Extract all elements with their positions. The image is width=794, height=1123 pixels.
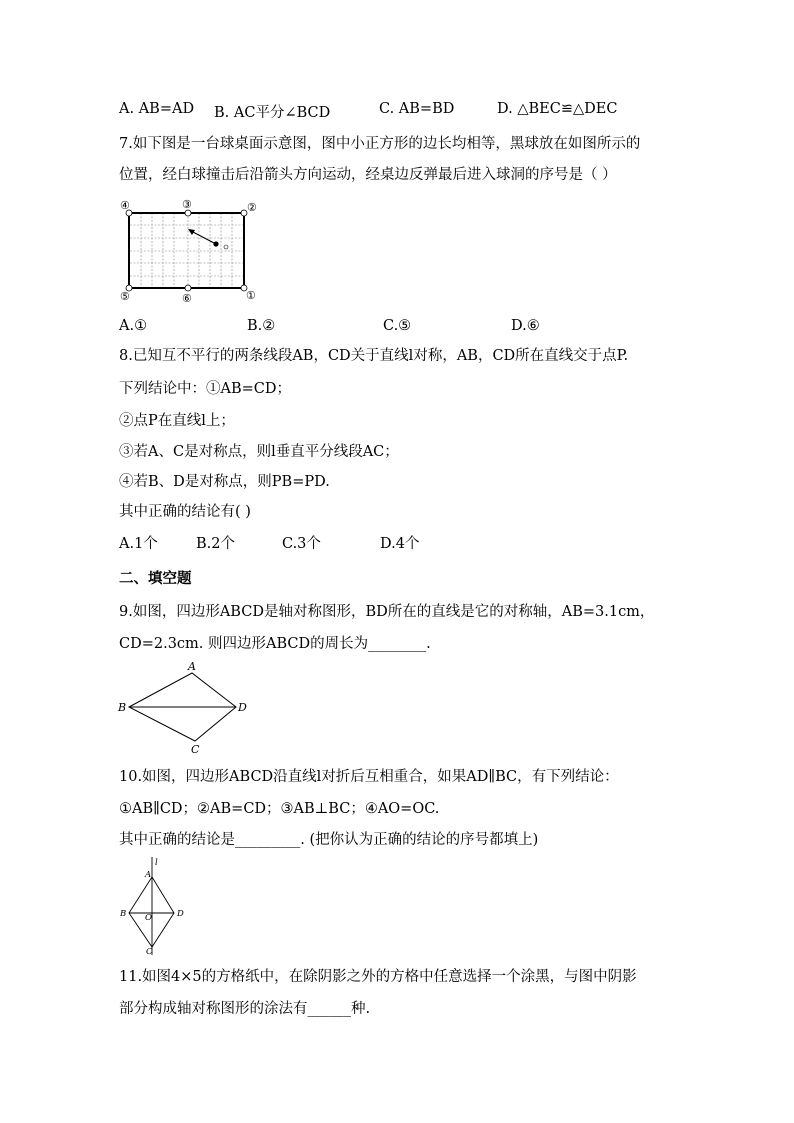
q8-text-line1: 8.已知互不平行的两条线段AB，CD关于直线l对称，AB，CD所在直线交于点P. [119, 348, 629, 364]
q6-option-d: D. △BEC≌△DEC [497, 101, 618, 117]
q8-text-line4: ③若A、C是对称点，则l垂直平分线段AC； [119, 444, 399, 460]
vertex-label-d: D [177, 909, 184, 919]
hole-label-4: ④ [120, 199, 130, 212]
vertex-label-d: D [238, 701, 247, 714]
q11-text-line1: 11.如图4×5的方格纸中，在除阴影之外的方格中任意选择一个涂黑，与图中阴影 [119, 969, 637, 985]
hole-label-1: ① [246, 289, 256, 302]
q7-text-line1: 7.如下图是一台球桌面示意图，图中小正方形的边长均相等，黑球放在如图所示的 [119, 136, 641, 152]
q8-text-line3: ②点P在直线l上； [119, 413, 235, 429]
q8-option-b: B.2个 [196, 536, 235, 552]
rhombus-fold-figure [115, 855, 195, 960]
q8-option-c: C.3个 [282, 536, 321, 552]
q9-text-line2: CD=2.3cm. 则四边形ABCD的周长为________. [119, 636, 431, 652]
q6-option-b: B. AC平分∠BCD [214, 105, 331, 121]
q11-text-line2: 部分构成轴对称图形的涂法有______种. [119, 1001, 371, 1017]
vertex-label-c: C [191, 743, 200, 756]
vertex-label-c: C [146, 947, 153, 957]
q9-text-line1: 9.如图，四边形ABCD是轴对称图形，BD所在的直线是它的对称轴，AB=3.1cm， [119, 604, 655, 620]
hole-label-5: ⑤ [120, 290, 130, 303]
q10-text-line2: ①AB∥CD；②AB=CD；③AB⊥BC；④AO=OC. [119, 801, 440, 817]
q6-option-c: C. AB=BD [379, 101, 455, 117]
q8-text-line6: 其中正确的结论有( ) [119, 504, 251, 520]
q8-text-line2: 下列结论中：①AB=CD； [119, 381, 291, 397]
q10-text-line3: 其中正确的结论是_________. (把你认为正确的结论的序号都填上) [119, 832, 539, 848]
vertex-label-b: B [118, 701, 127, 714]
hole-label-3: ③ [182, 198, 192, 211]
billiard-table-figure [118, 196, 268, 306]
q8-option-a: A.1个 [119, 536, 158, 552]
section-heading-fill-blank: 二、填空题 [119, 571, 192, 587]
q7-option-d: D.⑥ [511, 318, 540, 334]
hole-label-6: ⑥ [182, 292, 192, 305]
vertex-label-a: A [145, 870, 152, 880]
q7-option-a: A.① [119, 318, 148, 334]
q7-option-c: C.⑤ [383, 318, 412, 334]
vertex-label-b: B [120, 909, 127, 919]
q7-text-line2: 位置，经白球撞击后沿箭头方向运动，经桌边反弹最后进入球洞的序号是（ ） [119, 167, 617, 183]
vertex-label-a: A [188, 660, 196, 673]
q8-option-d: D.4个 [380, 536, 420, 552]
q10-text-line1: 10.如图，四边形ABCD沿直线l对折后互相重合，如果AD∥BC，有下列结论： [119, 769, 619, 785]
hole-label-2: ② [247, 201, 257, 214]
q7-option-b: B.② [247, 318, 276, 334]
quadrilateral-abcd-figure [115, 658, 255, 758]
center-label-o: O [145, 913, 152, 923]
fold-line-label-l: l [155, 858, 158, 868]
q6-option-a: A. AB=AD [119, 101, 195, 117]
q8-text-line5: ④若B、D是对称点，则PB=PD. [119, 474, 330, 490]
